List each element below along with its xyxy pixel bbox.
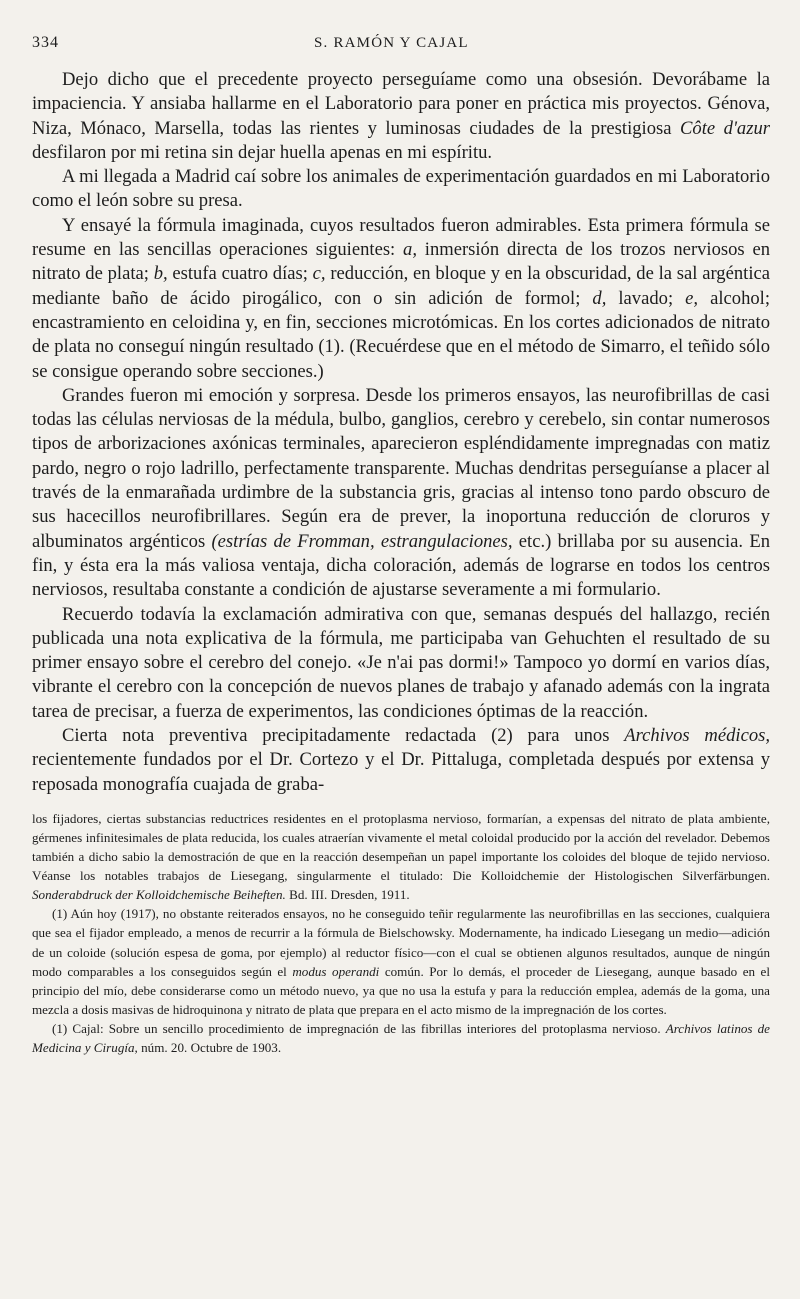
paragraph: Grandes fueron mi emoción y sorpresa. Desde los primeros ensayos, las neurofibrillas de casi todas las células nerviosas de la médula, bulbo, ganglios, cerebro y cerebelo, sin contar numerosos tipos de arborizaciones axónicas terminales, aparecieron espléndidamente impregnadas con matiz pardo, negro o rojo ladrillo, perfectamente transparente. Muchas dendritas perseguíanse a placer al través de la enmarañada urdimbre de la substancia gris, gracias al intenso tono pardo obscuro de sus hacecillos neurofibrillares. Según era de prever, la inoportuna reducción de cloruros y albuminatos argénticos (estrías de Fromman, estrangulaciones, etc.) brillaba por su ausencia. En fin, y ésta era la más valiosa ventaja, dicha coloración, además de lograrse en todos los centros nerviosos, resultaba constante a condición de ajustarse severamente a mi formulario. — [32, 384, 770, 601]
footnotes — [32, 809, 770, 1057]
page-header — [32, 26, 770, 68]
page-number: 334 — [32, 34, 59, 51]
paragraph: Y ensayé la fórmula imaginada, cuyos resultados fueron admirables. Esta primera fórmula se resume en las sencillas operaciones siguientes: a, inmersión directa de los trozos nerviosos en nitrato de plata; b, estufa cuatro días; c, reducción, en bloque y en la obscuridad, de la sal argéntica mediante baño de ácido pirogálico, con o sin adición de formol; d, lavado; e, alcohol; encastramiento en celoidina y, en fin, secciones microtómicas. En los cortes adicionados de nitrato de plata no conseguí ningún resultado (1). (Recuérdese que en el método de Simarro, el teñido sólo se consigue operando sobre secciones.) — [32, 214, 771, 382]
running-head: S. RAMÓN Y CAJAL — [314, 35, 469, 51]
footnote: (1) Aún hoy (1917), no obstante reiterados ensayos, no he conseguido teñir regularmente las neurofibrillas en las secciones, cualquiera que sea el fijador empleado, a menos de recurrir a la fórmula de Bielschowsky. Modernamente, ha indicado Liesegang un medio—adición de un coloide (solución espesa de goma, por ejemplo) al reductor físico—con el cual se obtienen algunos resultados, aunque de ningún modo comparables a los conseguidos según el modus operandi común. Por lo demás, el proceder de Liesegang, aunque basado en el principio del mío, debe considerarse como un método nuevo, ya que no usa la estufa y para la reducción emplea, además de la goma, una mezcla a dosis masivas de hidroquinona y nitrato de plata que prepara en el acto mismo de la impregnación de los cortes. — [32, 906, 771, 1017]
footnote: (1) Cajal: Sobre un sencillo procedimiento de impregnación de las fibrillas interiores del protoplasma nervioso. Archivos latinos de Medicina y Cirugía, núm. 20. Octubre de 1903. — [32, 1020, 770, 1056]
main-text — [32, 68, 770, 797]
footnote-continuation: los fijadores, ciertas substancias reductrices residentes en el protoplasma nervioso, formarían, a expensas del nitrato de plata ambiente, gérmenes infinitesimales de plata reducida, los cuales atraerían vivamente el metal coloidal producido por la acción del revelador. Debemos también a dicho sabio la demostración de que en la reacción desempeñan un papel importante los coloides del bloque de tejido nervioso. Véanse los notables trabajos de Liesegang, singularmente el titulado: Die Kolloidchemie der Histologischen Silverfärbungen. Sonderabdruck der Kolloidchemische Beiheften. Bd. III. Dresden, 1911. — [32, 810, 770, 903]
paragraph: Dejo dicho que el precedente proyecto perseguíame como una obsesión. Devorábame la impaciencia. Y ansiaba hallarme en el Laboratorio para poner en práctica mis proyectos. Génova, Niza, Mónaco, Marsella, todas las rientes y luminosas ciudades de la prestigiosa Côte d'azur desfilaron por mi retina sin dejar huella apenas en mi espíritu. — [32, 69, 770, 163]
paragraph: Recuerdo todavía la exclamación admirativa con que, semanas después del hallazgo, recién publicada una nota explicativa de la fórmula, me participaba van Gehuchten el resultado de su primer ensayo sobre el cerebro del conejo. «Je n'ai pas dormi!» Tampoco yo dormí en varios días, vibrante el cerebro con la concepción de nuevos planes de trabajo y afanado además con la ingrata tarea de precisar, a fuerza de experimentos, las condiciones óptimas de la reacción. — [32, 603, 770, 722]
paragraph: Cierta nota preventiva precipitadamente redactada (2) para unos Archivos médicos, recientemente fundados por el Dr. Cortezo y el Dr. Pittaluga, completada después por extensa y reposada monografía cuajada de graba- — [32, 725, 771, 795]
paragraph: A mi llegada a Madrid caí sobre los animales de experimentación guardados en mi Laboratorio como el león sobre su presa. — [32, 166, 770, 212]
